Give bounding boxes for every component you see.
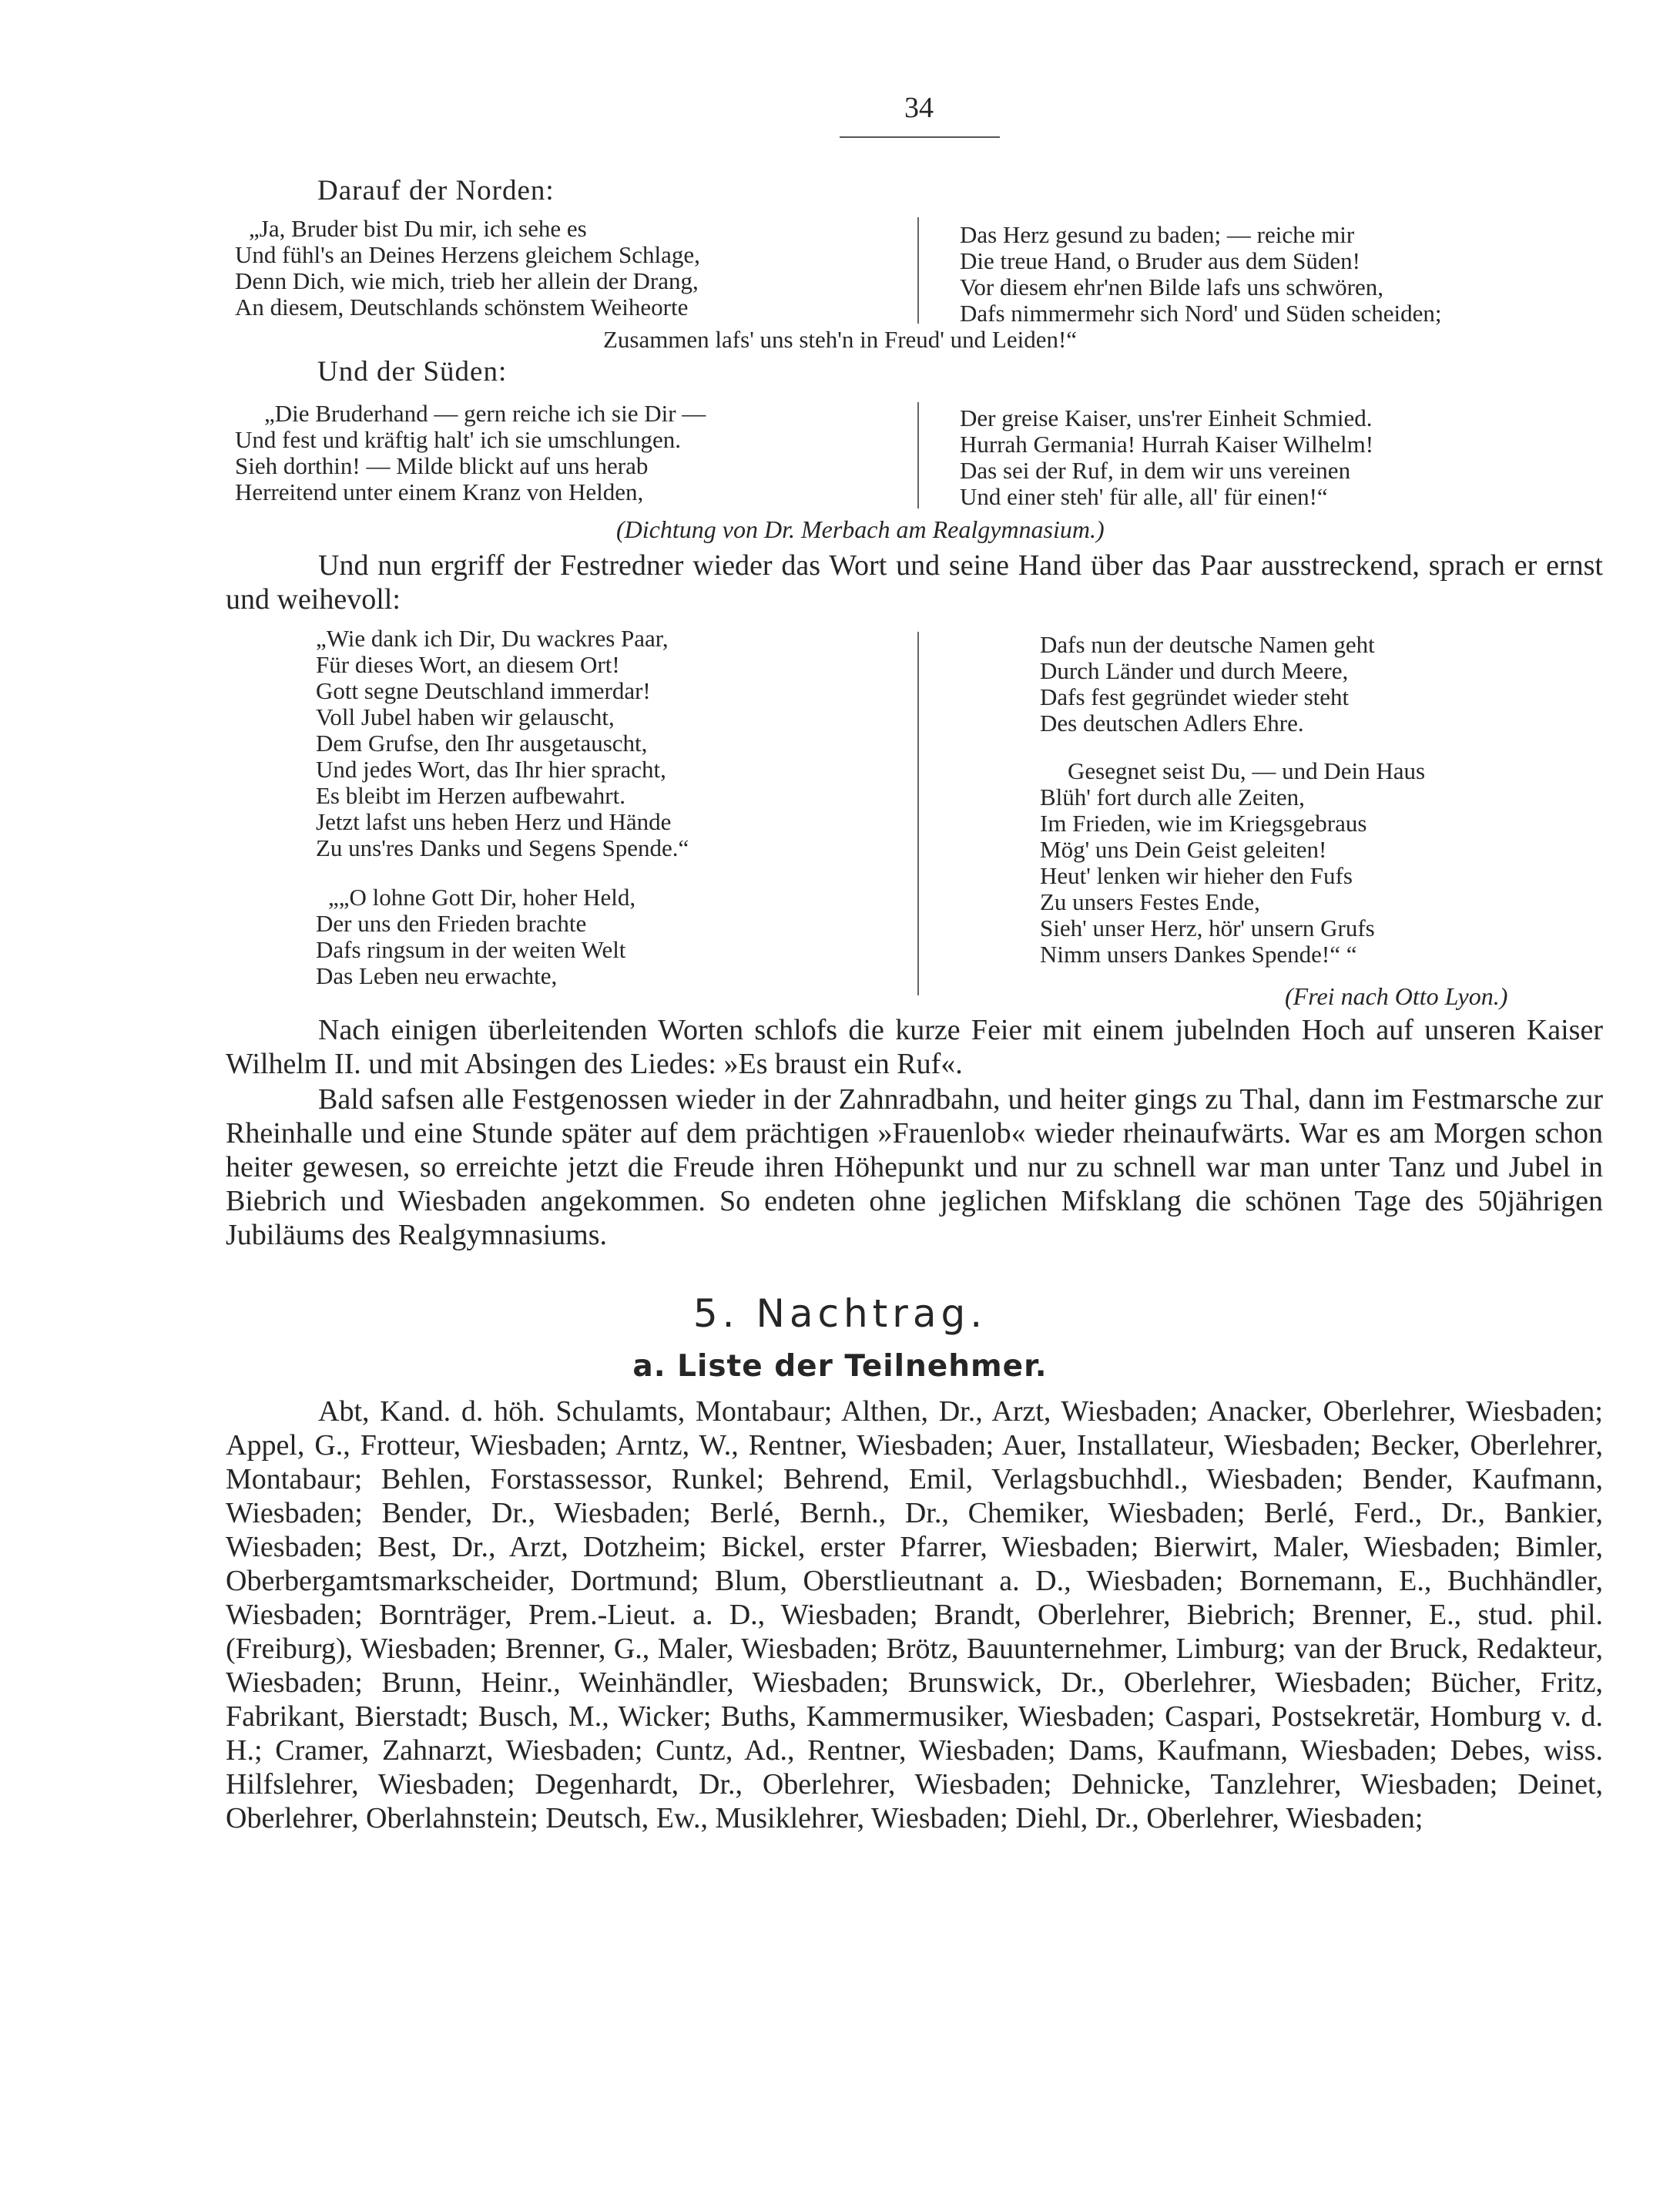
verse-line: Hurrah Germania! Hurrah Kaiser Wilhelm! <box>960 431 1374 458</box>
verse-line: Und einer steh' für alle, all' für einen!“ <box>960 483 1328 510</box>
verse-line: Jetzt lafst uns heben Herz und Hände <box>316 808 672 835</box>
verse-line: Für dieses Wort, an diesem Ort! <box>316 651 620 678</box>
verse-line: „Ja, Bruder bist Du mir, ich sehe es <box>249 215 587 242</box>
verse-line: Und jedes Wort, das Ihr hier spracht, <box>316 756 666 783</box>
verse-line: Und fühl's an Deines Herzens gleichem Schlage, <box>235 241 700 268</box>
paragraph-closing-ceremony: Nach einigen überleitenden Worten schlofs die kurze Feier mit einem jubelnden Hoch auf unseren Kaiser Wilhelm II. und mit Absingen des Liedes: »Es braust ein Ruf«. <box>226 1014 1603 1080</box>
north-left-column <box>235 216 700 321</box>
verse-line: Blüh' fort durch alle Zeiten, <box>1040 784 1305 811</box>
verse-line: Es bleibt im Herzen aufbewahrt. <box>316 782 625 809</box>
verse-line: Vor diesem ehr'nen Bilde lafs uns schwören, <box>960 274 1383 300</box>
south-right-column <box>960 405 1373 510</box>
verse-line: Dafs nimmermehr sich Nord' und Süden scheiden; <box>960 300 1442 327</box>
north-closing-line: Zusammen lafs' uns steh'n in Freud' und Leiden!“ <box>602 326 1078 353</box>
section-title: 5. Nachtrag. <box>692 1291 988 1336</box>
south-left-column <box>235 401 706 505</box>
column-divider <box>917 402 919 508</box>
intro-paragraph: Und nun ergriff der Festredner wieder das Wort und seine Hand über das Paar ausstreckend, sprach er ernst und weihevoll: <box>226 549 1603 616</box>
verse-line: Zu uns'res Danks und Segens Spende.“ <box>316 834 689 861</box>
verse-line: Dem Grufse, den Ihr ausgetauscht, <box>316 730 648 757</box>
verse-line: Das Leben neu erwachte, <box>316 962 558 989</box>
verse-line: Herreitend unter einem Kranz von Helden, <box>235 478 644 505</box>
poem-credit: (Frei nach Otto Lyon.) <box>1285 982 1508 1010</box>
verse-line: Sieh dorthin! — Milde blickt auf uns herab <box>235 452 649 479</box>
verse-line: Dafs fest gegründet wieder steht <box>1040 683 1350 710</box>
verse-line: Voll Jubel haben wir gelauscht, <box>316 703 615 730</box>
verse-line: Dafs nun der deutsche Namen geht <box>1040 631 1375 658</box>
south-credit: (Dichtung von Dr. Merbach am Realgymnasium.) <box>616 515 1105 543</box>
column-divider <box>917 632 919 995</box>
poem-left-column <box>316 626 689 989</box>
paragraph-return-journey: Bald safsen alle Festgenossen wieder in der Zahnradbahn, und heiter gings zu Thal, dann im Festmarsche zur Rheinhalle und eine Stunde später auf dem prächtigen »Frauenlob« wieder rheinaufwärts. War es am Morgen schon heiter gewesen, so erreichte jetzt die Freude ihren Höhepunkt und nur zu schnell war man unter Tanz und Jubel in Biebrich und Wiesbaden angekommen. So endeten ohne jeglichen Mifsklang die schönen Tage des 50jährigen Jubiläums des Realgymnasiums. <box>226 1083 1603 1251</box>
verse-line: Nimm unsers Dankes Spende!“ “ <box>1040 941 1357 968</box>
poem-right-column <box>1040 632 1425 968</box>
verse-line: Das Herz gesund zu baden; — reiche mir <box>960 221 1355 248</box>
subsection-title: a. Liste der Teilnehmer. <box>632 1349 1048 1384</box>
north-heading: Darauf der Norden: <box>317 175 555 206</box>
south-heading: Und der Süden: <box>317 356 508 388</box>
verse-line: Denn Dich, wie mich, trieb her allein der Drang, <box>235 267 699 294</box>
page-number-rule <box>840 136 1000 138</box>
verse-line: Des deutschen Adlers Ehre. <box>1040 710 1304 737</box>
verse-line: An diesem, Deutschlands schönstem Weiheorte <box>235 294 689 321</box>
verse-line: Gesegnet seist Du, — und Dein Haus <box>1068 757 1426 784</box>
verse-line: „Die Bruderhand — gern reiche ich sie Dir — <box>264 400 706 427</box>
verse-line: Sieh' unser Herz, hör' unsern Grufs <box>1040 915 1375 941</box>
verse-line: Zu unsers Festes Ende, <box>1040 888 1260 915</box>
verse-line: Dafs ringsum in der weiten Welt <box>316 936 626 963</box>
verse-line: Heut' lenken wir hieher den Fufs <box>1040 862 1353 889</box>
verse-line: „„O lohne Gott Dir, hoher Held, <box>328 884 636 911</box>
verse-line: Der greise Kaiser, uns'rer Einheit Schmied. <box>960 404 1373 431</box>
verse-line: Die treue Hand, o Bruder aus dem Süden! <box>960 247 1360 274</box>
verse-line: Das sei der Ruf, in dem wir uns vereinen <box>960 457 1351 484</box>
north-right-column <box>960 222 1441 327</box>
verse-line: Im Frieden, wie im Kriegsgebraus <box>1040 810 1367 837</box>
participants-list: Abt, Kand. d. höh. Schulamts, Montabaur; Althen, Dr., Arzt, Wiesbaden; Anacker, Oberlehrer, Wiesbaden; Appel, G., Frotteur, Wiesbaden; Arntz, W., Rentner, Wiesbaden; Auer, Installateur, Wiesbaden; Becker, Oberlehrer, Montabaur; Behlen, Forstassessor, Runkel; Behrend, Emil, Verlagsbuchhdl., Wiesbaden; Bender, Kaufmann, Wiesbaden; Bender, Dr., Wiesbaden; Berlé, Bernh., Dr., Chemiker, Wiesbaden; Berlé, Ferd., Dr., Bankier, Wiesbaden; Best, Dr., Arzt, Dotzheim; Bickel, erster Pfarrer, Wiesbaden; Bierwirt, Maler, Wiesbaden; Bimler, Oberbergamtsmarkscheider, Dortmund; Blum, Oberstlieutnant a. D., Wiesbaden; Bornemann, E., Buchhändler, Wiesbaden; Bornträger, Prem.-Lieut. a. D., Wiesbaden; Brandt, Oberlehrer, Biebrich; Brenner, E., stud. phil. (Freiburg), Wiesbaden; Brenner, G., Maler, Wiesbaden; Brötz, Bauunternehmer, Limburg; van der Bruck, Redakteur, Wiesbaden; Brunn, Heinr., Weinhändler, Wiesbaden; Brunswick, Dr., Oberlehrer, Wiesbaden; Bücher, Fritz, Fabrikant, Bierstadt; Busch, M., Wicker; Buths, Kammermusiker, Wiesbaden; Caspari, Postsekretär, Homburg v. d. H.; Cramer, Zahnarzt, Wiesbaden; Cuntz, Ad., Rentner, Wiesbaden; Dams, Kaufmann, Wiesbaden; Debes, wiss. Hilfslehrer, Wiesbaden; Degenhardt, Dr., Oberlehrer, Wiesbaden; Dehnicke, Tanzlehrer, Wiesbaden; Deinet, Oberlehrer, Oberlahnstein; Deutsch, Ew., Musiklehrer, Wiesbaden; Diehl, Dr., Oberlehrer, Wiesbaden; <box>226 1395 1603 1834</box>
verse-line: Mög' uns Dein Geist geleiten! <box>1040 836 1327 863</box>
verse-line: Durch Länder und durch Meere, <box>1040 657 1349 684</box>
verse-line: „Wie dank ich Dir, Du wackres Paar, <box>316 625 669 652</box>
verse-line: Und fest und kräftig halt' ich sie umschlungen. <box>235 426 681 453</box>
verse-line: Der uns den Frieden brachte <box>316 910 587 937</box>
page-number: 34 <box>904 92 934 124</box>
column-divider <box>917 217 919 324</box>
verse-line: Gott segne Deutschland immerdar! <box>316 677 651 704</box>
